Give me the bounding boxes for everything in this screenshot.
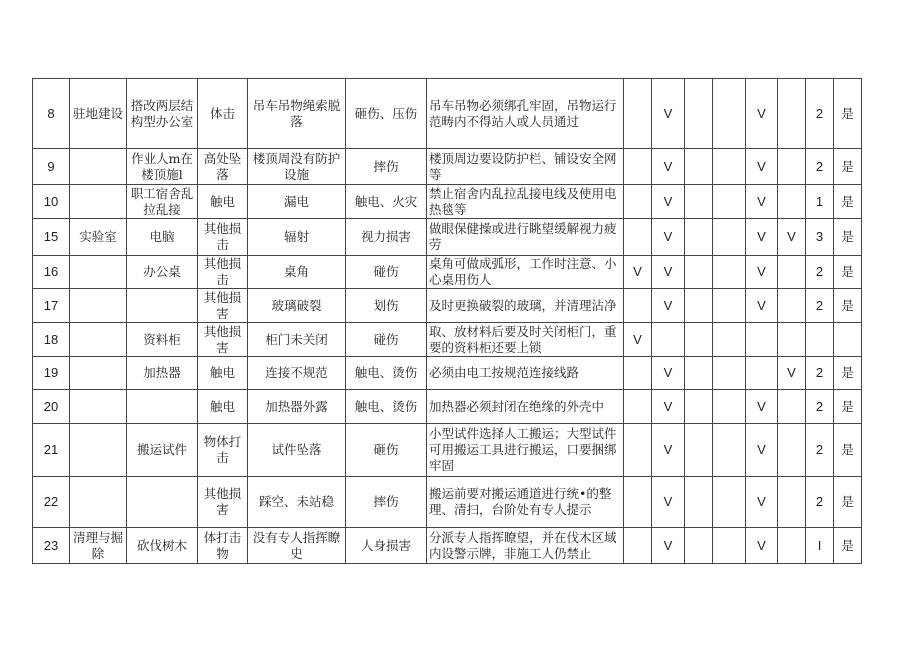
mark-cell [652, 323, 685, 357]
mark-cell: V [778, 357, 806, 390]
control-measure-cell: 必须由电工按规范连接线路 [427, 357, 624, 390]
mark-cell [685, 219, 713, 256]
consequence-cell: 触电、烫伤 [346, 357, 427, 390]
controlled-cell: 是 [834, 185, 862, 219]
table-row [33, 185, 862, 219]
hazard-type-cell: 高处坠落 [198, 149, 248, 185]
risk-level-cell: 2 [806, 79, 834, 149]
row-number-cell: 16 [33, 256, 70, 289]
consequence-cell: 视力损害 [346, 219, 427, 256]
control-measure-cell: 小型试件选择人工搬运；大型试件可用搬运工具进行搬运，口要捆绑牢固 [427, 424, 624, 477]
mark-cell: V [652, 528, 685, 564]
row-number-cell: 21 [33, 424, 70, 477]
control-measure-cell: 及时更换破裂的玻璃，并清理沾净 [427, 289, 624, 323]
mark-cell: V [652, 219, 685, 256]
work-area-cell [70, 149, 127, 185]
risk-level-cell: 2 [806, 477, 834, 528]
controlled-cell: 是 [834, 357, 862, 390]
consequence-cell: 划伤 [346, 289, 427, 323]
work-area-cell: 清理与掘除 [70, 528, 127, 564]
mark-cell [685, 185, 713, 219]
hazard-type-cell: 物体打击 [198, 424, 248, 477]
hazard-type-cell: 其他损害 [198, 289, 248, 323]
hazard-factor-cell: 没有专人指挥瞭史 [248, 528, 346, 564]
hazard-type-cell: 其他损害 [198, 477, 248, 528]
work-area-cell [70, 357, 127, 390]
activity-cell: 作业人m在楼顶施l [127, 149, 198, 185]
mark-cell [624, 289, 652, 323]
mark-cell [713, 390, 746, 424]
mark-cell [746, 323, 778, 357]
mark-cell [713, 185, 746, 219]
controlled-cell: 是 [834, 477, 862, 528]
mark-cell: V [652, 390, 685, 424]
mark-cell: V [746, 390, 778, 424]
row-number-cell: 23 [33, 528, 70, 564]
mark-cell: V [746, 79, 778, 149]
mark-cell [685, 79, 713, 149]
risk-level-cell: 1 [806, 185, 834, 219]
row-number-cell: 18 [33, 323, 70, 357]
hazard-factor-cell: 辐射 [248, 219, 346, 256]
mark-cell [713, 424, 746, 477]
table-row [33, 477, 862, 528]
controlled-cell: 是 [834, 256, 862, 289]
table-row [33, 357, 862, 390]
activity-cell [127, 390, 198, 424]
hazard-type-cell: 体打击物 [198, 528, 248, 564]
mark-cell: V [746, 424, 778, 477]
mark-cell [624, 390, 652, 424]
controlled-cell: 是 [834, 219, 862, 256]
consequence-cell: 触电、火灾 [346, 185, 427, 219]
mark-cell [713, 477, 746, 528]
mark-cell [778, 185, 806, 219]
hazard-factor-cell: 连接不规范 [248, 357, 346, 390]
mark-cell [624, 477, 652, 528]
activity-cell: 搬运试件 [127, 424, 198, 477]
mark-cell [778, 256, 806, 289]
mark-cell: V [652, 185, 685, 219]
hazard-factor-cell: 踩空、未站稳 [248, 477, 346, 528]
mark-cell: V [778, 219, 806, 256]
hazard-factor-cell: 桌角 [248, 256, 346, 289]
mark-cell [746, 357, 778, 390]
mark-cell: V [746, 477, 778, 528]
risk-level-cell: I [806, 528, 834, 564]
work-area-cell [70, 477, 127, 528]
mark-cell [685, 477, 713, 528]
mark-cell [713, 323, 746, 357]
table-row [33, 79, 862, 149]
control-measure-cell: 禁止宿舍内乱拉乱接电线及使用电热毯等 [427, 185, 624, 219]
consequence-cell: 碰伤 [346, 323, 427, 357]
controlled-cell: 是 [834, 149, 862, 185]
row-number-cell: 15 [33, 219, 70, 256]
row-number-cell: 8 [33, 79, 70, 149]
hazard-factor-cell: 吊车吊物绳索脱落 [248, 79, 346, 149]
hazard-type-cell: 触电 [198, 390, 248, 424]
table-row [33, 149, 862, 185]
control-measure-cell: 搬运前要对搬运通道进行统•的整理、清扫，台阶处有专人提示 [427, 477, 624, 528]
mark-cell: V [652, 289, 685, 323]
table-row [33, 390, 862, 424]
row-number-cell: 19 [33, 357, 70, 390]
mark-cell [713, 357, 746, 390]
controlled-cell: 是 [834, 390, 862, 424]
work-area-cell [70, 390, 127, 424]
hazard-type-cell: 触电 [198, 357, 248, 390]
mark-cell [713, 528, 746, 564]
mark-cell [624, 528, 652, 564]
hazard-factor-cell: 楼顶周没有防护设施 [248, 149, 346, 185]
controlled-cell: 是 [834, 79, 862, 149]
controlled-cell: 是 [834, 289, 862, 323]
risk-level-cell: 3 [806, 219, 834, 256]
mark-cell [685, 357, 713, 390]
mark-cell: V [746, 528, 778, 564]
mark-cell [778, 323, 806, 357]
mark-cell: V [652, 79, 685, 149]
mark-cell [778, 149, 806, 185]
work-area-cell [70, 289, 127, 323]
mark-cell [713, 289, 746, 323]
consequence-cell: 摔伤 [346, 477, 427, 528]
mark-cell: V [746, 149, 778, 185]
hazard-factor-cell: 柜门未关闭 [248, 323, 346, 357]
mark-cell: V [746, 185, 778, 219]
mark-cell [624, 219, 652, 256]
work-area-cell [70, 185, 127, 219]
mark-cell [624, 357, 652, 390]
table-row [33, 219, 862, 256]
mark-cell: V [624, 256, 652, 289]
controlled-cell: 是 [834, 424, 862, 477]
table-row [33, 256, 862, 289]
hazard-factor-cell: 试件坠落 [248, 424, 346, 477]
hazard-factor-cell: 加热器外露 [248, 390, 346, 424]
controlled-cell [834, 323, 862, 357]
hazard-type-cell: 其他损击 [198, 256, 248, 289]
work-area-cell [70, 256, 127, 289]
hazard-type-cell: 体击 [198, 79, 248, 149]
control-measure-cell: 分派专人指挥瞭望，并在伐木区域内设警示牌，非施工人仍禁止 [427, 528, 624, 564]
risk-level-cell: 2 [806, 289, 834, 323]
mark-cell: V [746, 289, 778, 323]
risk-assessment-table [32, 78, 862, 564]
activity-cell [127, 289, 198, 323]
row-number-cell: 10 [33, 185, 70, 219]
control-measure-cell: 桌角可做成弧形，工作时注意、小心桌用伤人 [427, 256, 624, 289]
consequence-cell: 触电、烫伤 [346, 390, 427, 424]
risk-level-cell: 2 [806, 424, 834, 477]
activity-cell [127, 477, 198, 528]
mark-cell [713, 149, 746, 185]
mark-cell: V [652, 149, 685, 185]
mark-cell [713, 219, 746, 256]
mark-cell: V [746, 219, 778, 256]
control-measure-cell: 吊车吊物必须绑孔牢固，吊物运行范畴内不得站人或人员通过 [427, 79, 624, 149]
mark-cell [713, 79, 746, 149]
mark-cell [685, 289, 713, 323]
mark-cell [685, 528, 713, 564]
control-measure-cell: 做眼保健操或进行眺望缓解视力疲劳 [427, 219, 624, 256]
mark-cell [778, 79, 806, 149]
risk-level-cell [806, 323, 834, 357]
mark-cell [685, 256, 713, 289]
hazard-type-cell: 其他损击 [198, 219, 248, 256]
mark-cell: V [652, 357, 685, 390]
row-number-cell: 20 [33, 390, 70, 424]
controlled-cell: 是 [834, 528, 862, 564]
consequence-cell: 砸伤 [346, 424, 427, 477]
mark-cell: V [624, 323, 652, 357]
row-number-cell: 22 [33, 477, 70, 528]
mark-cell [685, 149, 713, 185]
mark-cell [624, 424, 652, 477]
table-row [33, 289, 862, 323]
work-area-cell [70, 424, 127, 477]
work-area-cell [70, 323, 127, 357]
table-row [33, 323, 862, 357]
mark-cell [624, 79, 652, 149]
consequence-cell: 砸伤、压伤 [346, 79, 427, 149]
mark-cell [685, 424, 713, 477]
activity-cell: 搭改两层结构型办公室 [127, 79, 198, 149]
mark-cell: V [652, 424, 685, 477]
consequence-cell: 摔伤 [346, 149, 427, 185]
hazard-factor-cell: 玻璃破裂 [248, 289, 346, 323]
activity-cell: 电脑 [127, 219, 198, 256]
activity-cell: 加热器 [127, 357, 198, 390]
risk-level-cell: 2 [806, 149, 834, 185]
mark-cell [685, 323, 713, 357]
mark-cell [778, 528, 806, 564]
control-measure-cell: 楼顶周边要设防护栏、铺设安全网等 [427, 149, 624, 185]
mark-cell: V [746, 256, 778, 289]
table-row [33, 424, 862, 477]
risk-level-cell: 2 [806, 357, 834, 390]
mark-cell [778, 390, 806, 424]
hazard-type-cell: 触电 [198, 185, 248, 219]
control-measure-cell: 取、放材料后要及时关闭柜门，重要的资料柜还要上锁 [427, 323, 624, 357]
mark-cell: V [652, 256, 685, 289]
mark-cell [778, 289, 806, 323]
control-measure-cell: 加热器必须封闭在绝缘的外壳中 [427, 390, 624, 424]
mark-cell [624, 185, 652, 219]
activity-cell: 砍伐树木 [127, 528, 198, 564]
mark-cell [778, 477, 806, 528]
mark-cell [778, 424, 806, 477]
risk-level-cell: 2 [806, 256, 834, 289]
activity-cell: 职工宿舍乱拉乱接 [127, 185, 198, 219]
consequence-cell: 人身损害 [346, 528, 427, 564]
activity-cell: 资料柜 [127, 323, 198, 357]
work-area-cell: 实验室 [70, 219, 127, 256]
activity-cell: 办公桌 [127, 256, 198, 289]
work-area-cell: 驻地建设 [70, 79, 127, 149]
risk-level-cell: 2 [806, 390, 834, 424]
mark-cell [713, 256, 746, 289]
mark-cell: V [652, 477, 685, 528]
row-number-cell: 9 [33, 149, 70, 185]
row-number-cell: 17 [33, 289, 70, 323]
table-row [33, 528, 862, 564]
mark-cell [685, 390, 713, 424]
mark-cell [624, 149, 652, 185]
hazard-factor-cell: 漏电 [248, 185, 346, 219]
consequence-cell: 碰伤 [346, 256, 427, 289]
hazard-type-cell: 其他损害 [198, 323, 248, 357]
